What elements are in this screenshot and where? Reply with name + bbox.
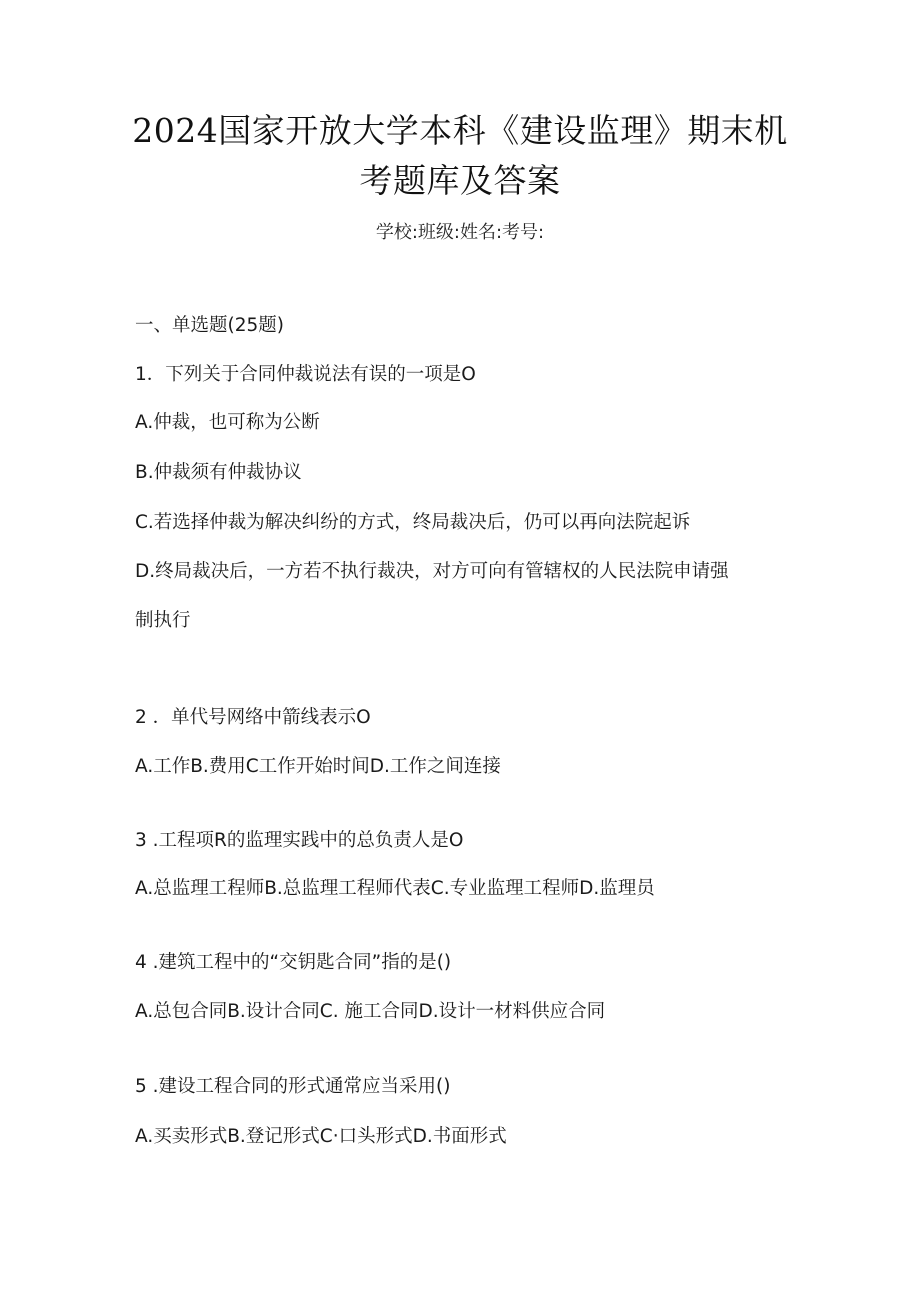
- question-1-option-c: C.若选择仲裁为解决纠纷的方式，终局裁决后，仍可以再向法院起诉: [135, 512, 691, 533]
- question-1-stem: 1．下列关于合同仲裁说法有误的一项是O: [135, 364, 476, 385]
- question-1-option-d: D.终局裁决后，一方若不执行裁决，对方可向有管辖权的人民法院申请强: [135, 561, 729, 582]
- question-1-option-a: A.仲裁，也可称为公断: [135, 412, 320, 433]
- question-2-options: A.工作B.费用C工作开始时间D.工作之间连接: [135, 756, 501, 777]
- document-title-line-2: 考题库及答案: [359, 161, 561, 200]
- question-4-options: A.总包合同B.设计合同C. 施工合同D.设计一材料供应合同: [135, 1001, 606, 1022]
- question-2-stem: 2 ．单代号网络中箭线表示O: [135, 707, 371, 728]
- document-title-line-1: 2024国家开放大学本科《建设监理》期末机: [132, 111, 788, 150]
- question-5-options: A.买卖形式B.登记形式C·口头形式D.书面形式: [135, 1126, 507, 1147]
- section-heading: 一、单选题(25题): [135, 315, 284, 336]
- question-3-stem: 3 .工程项R的监理实践中的总负责人是O: [135, 830, 464, 851]
- question-4-stem: 4 .建筑工程中的“交钥匙合同”指的是(): [135, 952, 452, 973]
- question-1-option-b: B.仲裁须有仲裁协议: [135, 462, 302, 483]
- question-3-options: A.总监理工程师B.总监理工程师代表C.专业监理工程师D.监理员: [135, 878, 655, 899]
- question-5-stem: 5 .建设工程合同的形式通常应当采用(): [135, 1076, 451, 1097]
- student-info-line: 学校:班级:姓名:考号:: [375, 222, 545, 243]
- question-1-option-d-continued: 制执行: [135, 610, 191, 631]
